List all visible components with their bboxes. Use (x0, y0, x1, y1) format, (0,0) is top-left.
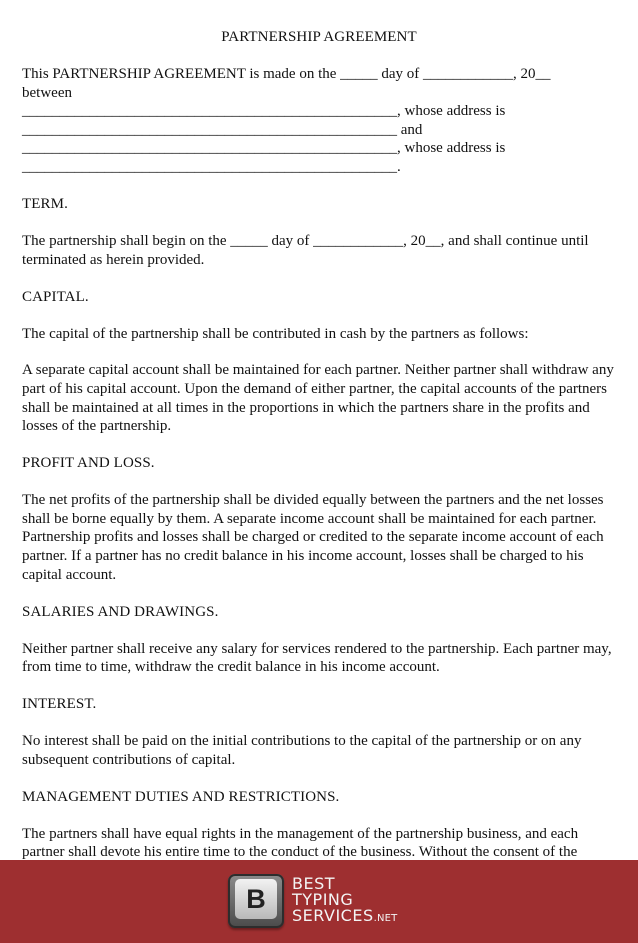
brand-wordmark (292, 876, 398, 927)
section-paragraph: A separate capital account shall be maintained for each partner. Neither partner shall withdraw any part of his capital account. Upon the demand of either partner, the capital accounts of the partners shall be maintained at all times in the proportions in which the partners share in the profits and losses of the partnership. (22, 362, 614, 435)
section-paragraph: The capital of the partnership shall be contributed in cash by the partners as follows: (22, 325, 529, 342)
section-paragraph: Neither partner shall receive any salary for services rendered to the partnership. Each partner may, from time to time, withdraw the credit balance in his income account. (22, 640, 612, 676)
intro-line: between (22, 84, 72, 101)
brand-line: TYPING (292, 890, 354, 909)
b-keyboard-key-icon (228, 874, 284, 928)
intro-line: __________________________________________________ and (22, 121, 423, 138)
section-heading-capital: CAPITAL. (22, 288, 89, 305)
intro-paragraph (22, 65, 622, 177)
section-heading-term: TERM. (22, 195, 68, 212)
footer-banner (0, 860, 638, 943)
section-heading-profit-and-loss: PROFIT AND LOSS. (22, 455, 155, 472)
section-paragraph: No interest shall be paid on the initial contributions to the capital of the partnership or on any subsequent contributions of capital. (22, 733, 582, 768)
intro-line: __________________________________________________. (22, 158, 401, 175)
intro-line: This PARTNERSHIP AGREEMENT is made on the _____ day of ____________, 20__ (22, 66, 551, 82)
section-heading-salaries: SALARIES AND DRAWINGS. (22, 603, 219, 620)
key-letter: B (235, 879, 277, 919)
brand-line-3 (292, 908, 398, 927)
document-body (22, 65, 622, 860)
intro-line: __________________________________________________, whose address is (22, 140, 506, 157)
section-heading-interest: INTEREST. (22, 696, 97, 713)
section-paragraph: The net profits of the partnership shall be divided equally between the partners and the net losses shall be borne equally by them. A separate income account shall be maintained for each partner. Partnership profits and losses shall be charged or credited to the separate income account of each partner. If a partner has no credit balance in his income account, losses shall be charged to his capital account. (22, 492, 604, 583)
brand-line: BEST (292, 874, 336, 893)
section-paragraph: The partnership shall begin on the _____ day of ____________, 20__, and shall continue until terminated as herein provided. (22, 232, 589, 268)
section-heading-management: MANAGEMENT DUTIES AND RESTRICTIONS. (22, 788, 340, 805)
section-paragraph: The partners shall have equal rights in the management of the partnership business, and each partner shall devote his entire time to the conduct of the business. Without the consent of the (22, 825, 579, 860)
intro-line: __________________________________________________, whose address is (22, 103, 506, 120)
brand-line: SERVICES (292, 906, 374, 925)
document-title: PARTNERSHIP AGREEMENT (221, 29, 417, 45)
brand-suffix: .NET (373, 913, 398, 924)
